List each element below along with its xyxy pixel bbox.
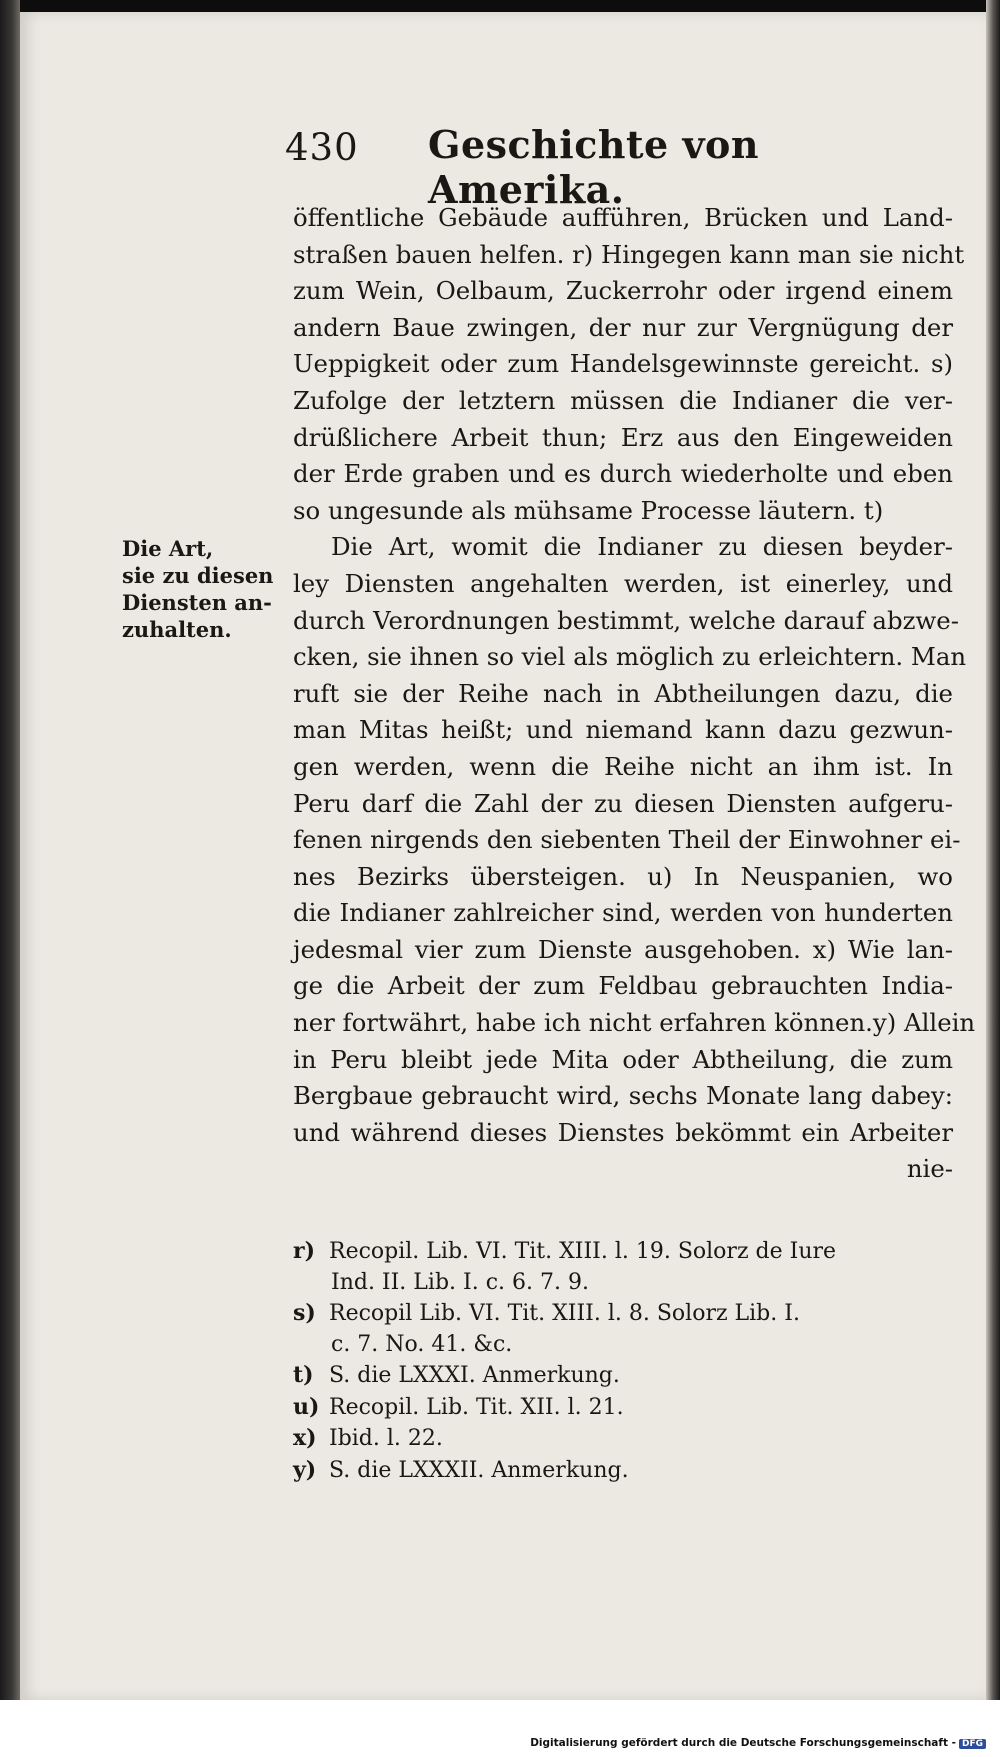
text-line: Bergbaue gebraucht wird, sechs Monate lang dabey: [293, 1081, 953, 1111]
margin-note-line: zuhalten. [122, 617, 232, 642]
footnote [293, 1360, 953, 1392]
footnote-mark: y) [293, 1456, 317, 1483]
footnote-text: c. 7. No. 41. &c. [331, 1331, 513, 1357]
text-line: öffentliche Gebäude aufführen, Brücken und Land- [293, 203, 953, 232]
credit-text: Digitalisierung gefördert durch die Deutsche Forschungsgemeinschaft - [530, 1737, 956, 1749]
footnote-mark: s) [293, 1300, 316, 1326]
footnote [293, 1392, 953, 1424]
digitization-credit [530, 1737, 986, 1749]
text-line: andern Baue zwingen, der nur zur Vergnügung der [293, 312, 953, 342]
text-line: durch Verordnungen bestimmt, welche darauf abzwe- [293, 605, 959, 635]
footnote-mark: r) [293, 1238, 315, 1264]
footnote-text: Recopil. Lib. VI. Tit. XIII. l. 19. Solorz de Iure [329, 1239, 837, 1264]
dfg-logo: DFG [959, 1739, 986, 1749]
footnote [293, 1268, 953, 1299]
scan-border-top [0, 0, 1000, 12]
body-text [293, 200, 976, 1188]
footnote-mark: u) [293, 1393, 320, 1420]
text-line: zum Wein, Oelbaum, Zuckerrohr oder irgend einem [293, 276, 953, 306]
text-line: Peru darf die Zahl der zu diesen Diensten aufgeru- [293, 788, 953, 818]
text-line: in Peru bleibt jede Mita oder Abtheilung, die zum [293, 1044, 953, 1074]
margin-note-line: sie zu diesen [122, 563, 274, 588]
text-line: fenen nirgends den siebenten Theil der Einwohner ei- [293, 825, 961, 855]
footnote-text: Ind. II. Lib. I. c. 6. 7. 9. [331, 1269, 589, 1295]
text-line: man Mitas heißt; und niemand kann dazu gezwun- [293, 715, 953, 745]
text-line: ge die Arbeit der zum Feldbau gebrauchten India- [293, 971, 953, 1001]
scan-border-left [0, 0, 20, 1700]
footnote [293, 1236, 953, 1268]
footnote [293, 1298, 953, 1330]
text-line: drüßlichere Arbeit thun; Erz aus den Eingeweiden [293, 422, 953, 452]
footnote-text: Recopil. Lib. Tit. XII. l. 21. [329, 1394, 624, 1420]
text-line: gen werden, wenn die Reihe nicht an ihm ist. In [293, 751, 953, 781]
text-line: nes Bezirks übersteigen. u) In Neuspanien, wo [293, 861, 953, 891]
footnote-text: S. die LXXXII. Anmerkung. [329, 1457, 629, 1483]
text-line: ner fortwährt, habe ich nicht erfahren können.y) Allein [293, 1008, 976, 1038]
footnotes [293, 1236, 953, 1486]
footnote-mark: x) [293, 1425, 317, 1451]
margin-note-line: Die Art, [122, 536, 214, 561]
footnote [293, 1423, 953, 1455]
text-line: die Indianer zahlreicher sind, werden von hunderten [293, 898, 953, 928]
running-title: Geschichte von Amerika. [428, 122, 760, 212]
text-line: straßen bauen helfen. r) Hingegen kann man sie nicht [293, 239, 965, 269]
text-line: jedesmal vier zum Dienste ausgehoben. x) Wie lan- [293, 934, 953, 964]
footnote-text: S. die LXXXI. Anmerkung. [329, 1363, 620, 1388]
text-line: und während dieses Dienstes bekömmt ein Arbeiter [293, 1117, 953, 1147]
footnote-mark: t) [293, 1362, 314, 1388]
footnote [293, 1455, 953, 1487]
margin-note-line: Diensten an- [122, 590, 272, 615]
text-line: ley Diensten angehalten werden, ist einerley, und [293, 568, 953, 598]
text-line: so ungesunde als mühsame Processe läutern. t) [293, 495, 884, 525]
text-line: Zufolge der letztern müssen die Indianer die ver- [293, 385, 953, 415]
footnote-text: Ibid. l. 22. [329, 1426, 443, 1451]
margin-note [122, 535, 292, 643]
page-header [285, 122, 845, 212]
text-line: cken, sie ihnen so viel als möglich zu erleichtern. Man [293, 642, 967, 672]
page-number: 430 [285, 126, 359, 169]
footnote [293, 1330, 953, 1361]
footnote-text: Recopil Lib. VI. Tit. XIII. l. 8. Solorz Lib. I. [329, 1301, 800, 1326]
text-line: der Erde graben und es durch wiederholte und eben [293, 459, 953, 489]
scan-border-right [986, 0, 1000, 1700]
text-line: ruft sie der Reihe nach in Abtheilungen dazu, die [293, 678, 953, 708]
text-line: Ueppigkeit oder zum Handelsgewinnste gereicht. s) [293, 349, 953, 379]
text-line: Die Art, womit die Indianer zu diesen beyder- [331, 532, 953, 562]
catchword: nie- [906, 1154, 953, 1184]
